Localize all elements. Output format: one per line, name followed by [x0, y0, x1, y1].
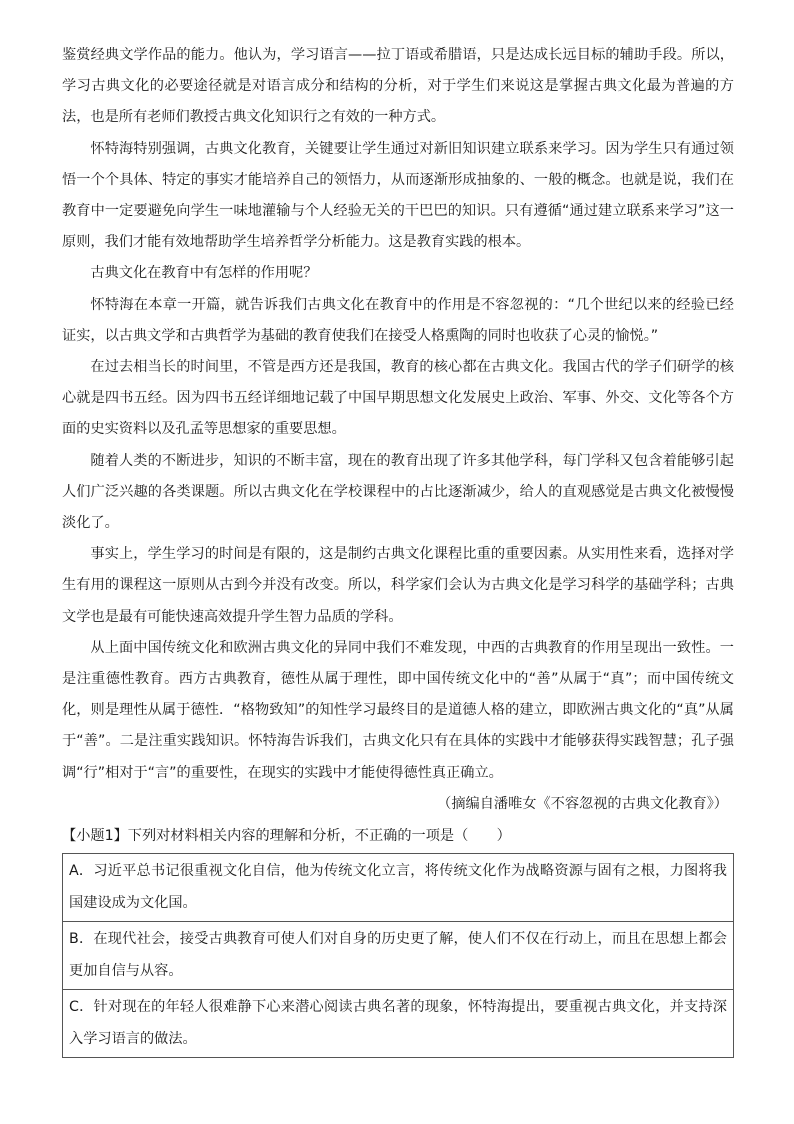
- paragraph-6: 随着人类的不断进步，知识的不断丰富，现在的教育出现了许多其他学科，每门学科又包含着能够引起人们广泛兴趣的各类课题。所以古典文化在学校课程中的占比逐渐减少，给人的直观感觉是古典文化被慢慢淡化了。: [62, 452, 734, 532]
- option-b[interactable]: B．在现代社会，接受古典教育可使人们对自身的历史更了解，使人们不仅在行动上，而且在思想上都会更加自信与从容。: [63, 921, 733, 989]
- option-a[interactable]: A．习近平总书记很重视文化自信，他为传统文化立言，将传统文化作为战略资源与固有之根，力图将我国建设成为文化国。: [69, 863, 727, 912]
- options-table: [62, 853, 734, 1058]
- option-c[interactable]: C．针对现在的年轻人很难静下心来潜心阅读古典名著的现象，怀特海提出，要重视古典文化，并支持深入学习语言的做法。: [63, 989, 733, 1057]
- document-page: [62, 40, 734, 1058]
- paragraph-1: 鉴赏经典文学作品的能力。他认为，学习语言——拉丁语或希腊语，只是达成长远目标的辅助手段。所以，学习古典文化的必要途径就是对语言成分和结构的分析，对于学生们来说这是掌握古典文化最为普遍的方法，也是所有老师们教授古典文化知识行之有效的一种方式。: [62, 47, 734, 126]
- paragraph-7: 事实上，学生学习的时间是有限的，这是制约古典文化课程比重的重要因素。从实用性来看，选择对学生有用的课程这一原则从古到今并没有改变。所以，科学家们会认为古典文化是学习科学的基础学科；古典文学也是最有可能快速高效提升学生智力品质的学科。: [62, 546, 734, 625]
- paragraph-4: 怀特海在本章一开篇，就告诉我们古典文化在教育中的作用是不容忽视的：“几个世纪以来的经验已经证实，以古典文学和古典哲学为基础的教育使我们在接受人格熏陶的同时也收获了心灵的愉悦。”: [62, 296, 734, 344]
- paragraph-5: 在过去相当长的时间里，不管是西方还是我国，教育的核心都在古典文化。我国古代的学子们研学的核心就是四书五经。因为四书五经详细地记载了中国早期思想文化发展史上政治、军事、外交、文化等各个方面的史实资料以及孔孟等思想家的重要思想。: [62, 359, 734, 438]
- paragraph-8: 从上面中国传统文化和欧洲古典文化的异同中我们不难发现，中西的古典教育的作用呈现出一致性。一是注重德性教育。西方古典教育，德性从属于理性，即中国传统文化中的“善”从属于“真”；而中国传统文化，则是理性从属于德性．“格物致知”的知性学习最终目的是道德人格的建立，即欧洲古典文化的“真”从属于“善”。二是注重实践知识。怀特海告诉我们，古典文化只有在具体的实践中才能够获得实践智慧；孔子强调“行”相对于“言”的重要性，在现实的实践中才能使得德性真正确立。: [62, 639, 734, 781]
- article-source: （摘编自潘唯女《不容忽视的古典文化教育》）: [437, 795, 728, 812]
- paragraph-3: 古典文化在教育中有怎样的作用呢？: [90, 265, 318, 282]
- question-stem: 【小题1】下列对材料相关内容的理解和分析，不正确的一项是（ ）: [62, 828, 511, 845]
- paragraph-2: 怀特海特别强调，古典文化教育，关键要让学生通过对新旧知识建立联系来学习。因为学生只有通过领悟一个个具体、特定的事实才能培养自己的领悟力，从而逐渐形成抽象的、一般的概念。也就是说，我们在教育中一定要避免向学生一味地灌输与个人经验无关的干巴巴的知识。只有遵循“通过建立联系来学习”这一原则，我们才能有效地帮助学生培养哲学分析能力。这是教育实践的根本。: [62, 140, 734, 251]
